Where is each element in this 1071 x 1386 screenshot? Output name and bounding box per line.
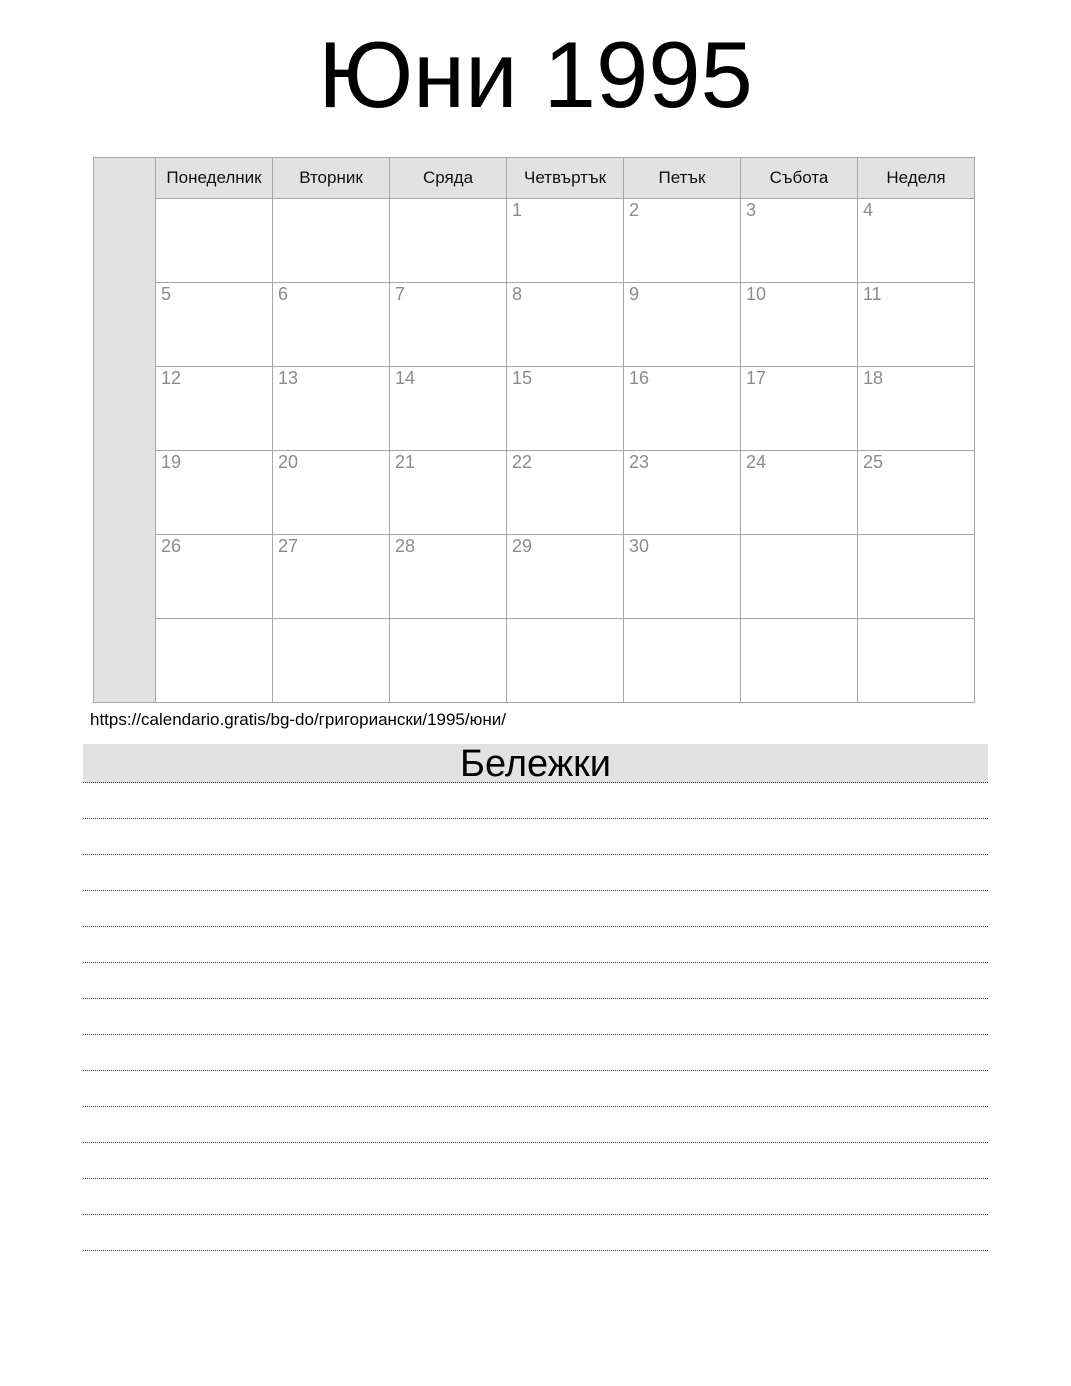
day-cell: 1 [507, 198, 624, 282]
page-title: Юни 1995 [318, 22, 753, 127]
day-cell: 9 [624, 282, 741, 366]
day-cell: 13 [273, 366, 390, 450]
day-cell: 3 [741, 198, 858, 282]
calendar-table [93, 157, 975, 703]
day-cell [624, 618, 741, 702]
calendar-gutter [94, 157, 156, 702]
note-line [83, 963, 988, 999]
day-cell [156, 618, 273, 702]
day-cell: 24 [741, 450, 858, 534]
note-line [83, 1107, 988, 1143]
note-line [83, 1143, 988, 1179]
notes-header [83, 744, 988, 783]
week-row [94, 618, 975, 702]
notes-title: Бележки [460, 742, 611, 785]
weekday-header-sunday: Неделя [858, 157, 975, 198]
note-line [83, 819, 988, 855]
weekday-header-saturday: Събота [741, 157, 858, 198]
note-line [83, 1215, 988, 1251]
day-cell [507, 618, 624, 702]
day-cell: 5 [156, 282, 273, 366]
day-cell [390, 198, 507, 282]
weekday-header-tuesday: Вторник [273, 157, 390, 198]
day-cell [156, 198, 273, 282]
day-cell: 18 [858, 366, 975, 450]
day-cell: 23 [624, 450, 741, 534]
day-cell: 20 [273, 450, 390, 534]
source-url: https://calendario.gratis/bg-do/григориански/1995/юни/ [90, 709, 506, 729]
day-cell: 15 [507, 366, 624, 450]
day-cell: 2 [624, 198, 741, 282]
day-cell: 27 [273, 534, 390, 618]
weekday-header-row [94, 157, 975, 198]
day-cell: 10 [741, 282, 858, 366]
day-cell: 25 [858, 450, 975, 534]
day-cell [273, 618, 390, 702]
day-cell [741, 618, 858, 702]
week-row [94, 198, 975, 282]
day-cell [273, 198, 390, 282]
note-lines [83, 783, 988, 1251]
note-line [83, 1035, 988, 1071]
note-line [83, 855, 988, 891]
weekday-header-thursday: Четвъртък [507, 157, 624, 198]
day-cell: 26 [156, 534, 273, 618]
day-cell [390, 618, 507, 702]
day-cell [858, 534, 975, 618]
day-cell: 4 [858, 198, 975, 282]
day-cell: 30 [624, 534, 741, 618]
day-cell: 8 [507, 282, 624, 366]
day-cell: 11 [858, 282, 975, 366]
day-cell: 6 [273, 282, 390, 366]
day-cell: 29 [507, 534, 624, 618]
note-line [83, 1071, 988, 1107]
day-cell: 12 [156, 366, 273, 450]
day-cell: 16 [624, 366, 741, 450]
weekday-header-wednesday: Сряда [390, 157, 507, 198]
day-cell [741, 534, 858, 618]
day-cell: 7 [390, 282, 507, 366]
week-row [94, 282, 975, 366]
note-line [83, 891, 988, 927]
weekday-header-friday: Петък [624, 157, 741, 198]
week-row [94, 366, 975, 450]
day-cell: 22 [507, 450, 624, 534]
weekday-header-monday: Понеделник [156, 157, 273, 198]
day-cell: 21 [390, 450, 507, 534]
day-cell: 19 [156, 450, 273, 534]
day-cell [858, 618, 975, 702]
note-line [83, 927, 988, 963]
note-line [83, 783, 988, 819]
note-line [83, 1179, 988, 1215]
day-cell: 17 [741, 366, 858, 450]
day-cell: 28 [390, 534, 507, 618]
note-line [83, 999, 988, 1035]
week-row [94, 534, 975, 618]
day-cell: 14 [390, 366, 507, 450]
week-row [94, 450, 975, 534]
